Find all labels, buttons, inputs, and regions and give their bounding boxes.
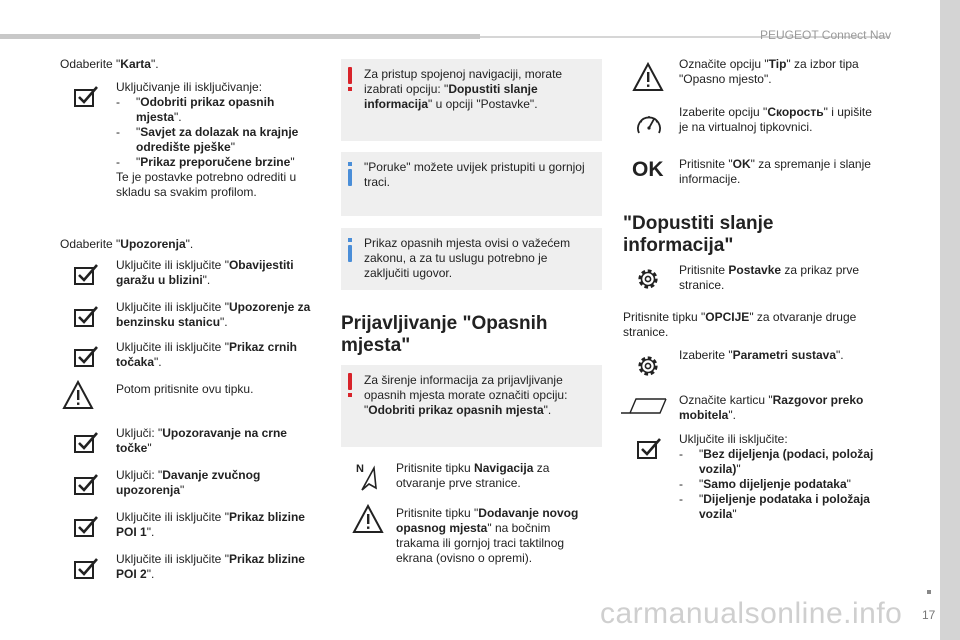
list-item: - "Prikaz preporučene brzine" [116, 155, 316, 170]
garage-option: Uključite ili isključite "Obavijestiti garažu u blizini". [116, 258, 294, 287]
settings-instruction: Pritisnite Postavke za prikaz prve stranice. [679, 263, 860, 292]
connected-nav-note: Za pristup spojenoj navigaciji, morate izabrati opciju: "Dopustiti slanje informacija" u opciji "Postavke". [364, 67, 563, 111]
list-item: - "Savjet za dolazak na krajnje odredište pješke" [116, 125, 316, 155]
sharing-options-block [679, 432, 889, 522]
info-mark-icon [348, 245, 352, 262]
checkbox-icon [636, 436, 662, 462]
navigation-instruction: Pritisnite tipku Navigacija za otvaranje prve stranice. [396, 461, 550, 490]
gear-icon [634, 352, 662, 380]
add-danger-instruction: Pritisnite tipku "Dodavanje novog opasnog mjesta" na bočnim trakama ili gornjoj traci taktilnog ekrana (ovisno o opremi). [396, 506, 579, 565]
danger-zone-option: Uključi: "Upozoravanje na crne točke" [116, 426, 287, 455]
ok-instruction: Pritisnite "OK" za spremanje i slanje informacije. [679, 157, 871, 186]
section-heading-allow-sending: "Dopustiti slanje informacija" [623, 213, 774, 256]
checkbox-icon [73, 472, 99, 498]
warning-mark-icon [348, 67, 352, 84]
list-item: - "Bez dijeljenja (podaci, položaj vozila)" [679, 447, 889, 477]
options-instruction: Pritisnite tipku "OPCIJE" za otvaranje druge stranice. [623, 310, 857, 339]
checkbox-icon [73, 556, 99, 582]
list-item: - "Dijeljenje podataka i položaja vozila" [679, 492, 889, 522]
checkbox-icon [73, 344, 99, 370]
warning-mark-icon [348, 373, 352, 390]
top-rule [0, 34, 480, 39]
warning-mark-dot [348, 393, 352, 397]
warning-triangle-icon [632, 62, 664, 92]
checkbox-icon [73, 304, 99, 330]
svg-text:N: N [356, 463, 364, 475]
share-title: Uključite ili isključite: [679, 432, 788, 446]
page-number: 17 [922, 608, 936, 622]
speedometer-icon [634, 111, 664, 139]
navigation-arrow-icon [354, 462, 380, 492]
info-mark-dot [348, 162, 352, 166]
gear-icon [634, 265, 662, 293]
info-mark-icon [348, 169, 352, 186]
messages-note: "Poruke" možete uvijek pristupiti u gornjoj traci. [364, 160, 585, 189]
running-header: PEUGEOT Connect Nav [760, 28, 892, 42]
page-dot [927, 590, 931, 594]
map-options-list [116, 95, 316, 170]
type-instruction: Označite opciju "Tip" za izbor tipa "Opasno mjesto". [679, 57, 859, 86]
warning-triangle-icon [352, 504, 384, 534]
black-spots-option: Uključite ili isključite "Prikaz crnih točaka". [116, 340, 297, 369]
sharing-options-list [679, 447, 889, 522]
speed-instruction: Izaberite opciju "Скорость" i upišite je na virtualnoj tipkovnici. [679, 105, 872, 134]
law-note: Prikaz opasnih mjesta ovisi o važećem zakonu, a za tu uslugu potrebno je zaključiti ugovor. [364, 236, 571, 280]
select-map-instruction: Odaberite "Karta". [60, 57, 159, 71]
profiles-note: Te je postavke potrebno odrediti u skladu sa svakim profilom. [116, 170, 297, 199]
sound-warning-option: Uključi: "Davanje zvučnog upozorenja" [116, 468, 261, 497]
press-button-instruction: Potom pritisnite ovu tipku. [116, 382, 254, 396]
page-side-tab [940, 0, 960, 640]
mobile-tab-instruction: Označite karticu "Razgovor preko mobitela". [679, 393, 864, 422]
fuel-station-option: Uključite ili isključite "Upozorenje za benzinsku stanicu". [116, 300, 311, 329]
list-item: - "Samo dijeljenje podataka" [679, 477, 889, 492]
watermark: carmanualsonline.info [600, 597, 903, 630]
warning-triangle-icon [62, 380, 94, 410]
share-danger-note: Za širenje informacija za prijavljivanje opasnih mjesta morate označiti opciju: "Odobriti prikaz opasnih mjesta". [364, 373, 568, 417]
poi2-option: Uključite ili isključite "Prikaz blizine POI 2". [116, 552, 305, 581]
warning-mark-dot [348, 87, 352, 91]
tab-shape-icon [620, 397, 668, 415]
section-heading-danger-report: Prijavljivanje "Opasnih mjesta" [341, 313, 548, 356]
checkbox-icon [73, 430, 99, 456]
select-warnings-instruction: Odaberite "Upozorenja". [60, 237, 194, 251]
info-mark-dot [348, 238, 352, 242]
onoff-title: Uključivanje ili isključivanje: [116, 80, 263, 94]
map-options-block [116, 80, 316, 200]
poi1-option: Uključite ili isključite "Prikaz blizine POI 1". [116, 510, 305, 539]
ok-icon: OK [632, 158, 664, 181]
checkbox-icon [73, 514, 99, 540]
checkbox-icon [73, 262, 99, 288]
checkbox-icon [73, 84, 99, 110]
list-item: - "Odobriti prikaz opasnih mjesta". [116, 95, 316, 125]
system-params-instruction: Izaberite "Parametri sustava". [679, 348, 844, 362]
